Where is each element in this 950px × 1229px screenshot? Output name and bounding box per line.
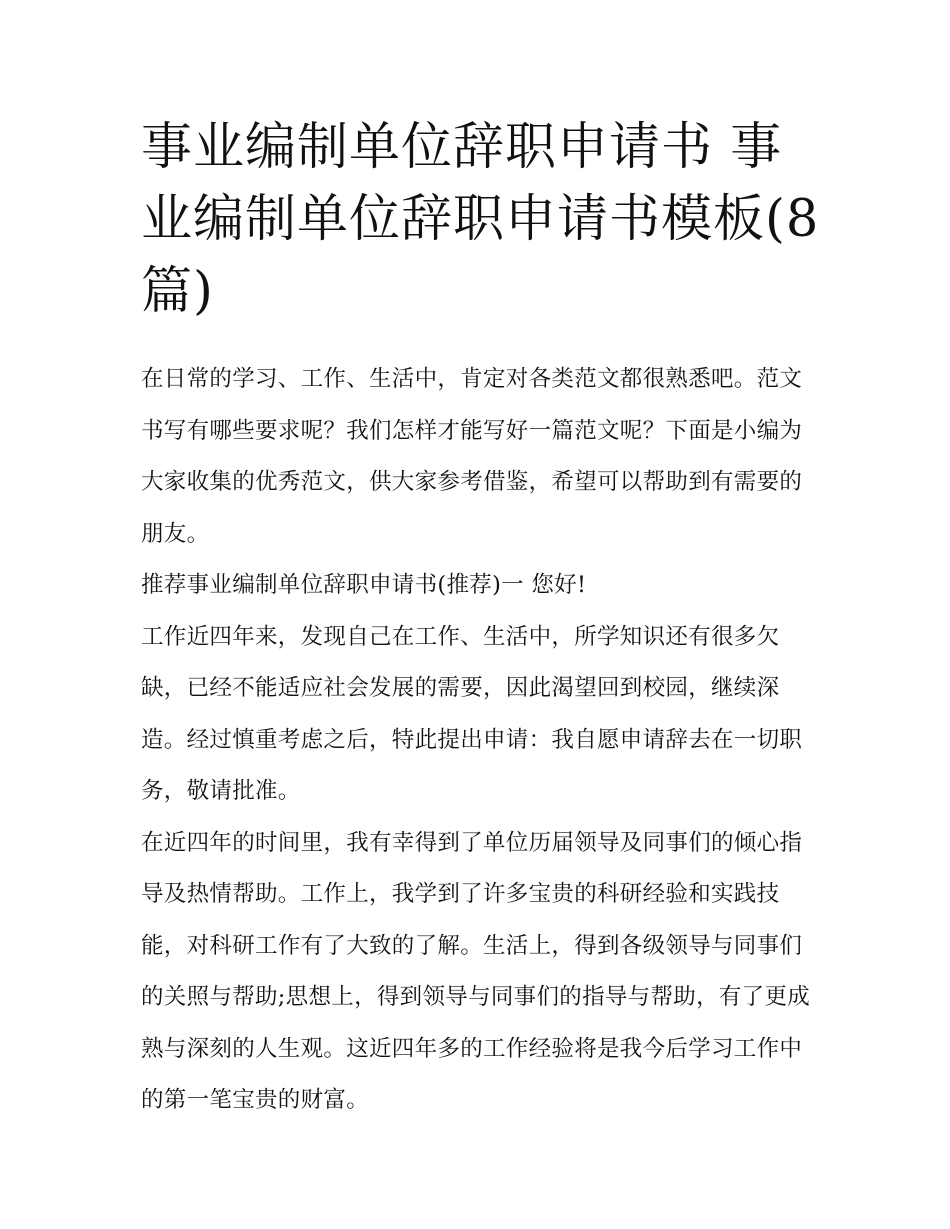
- section-heading-paragraph: 推荐事业编制单位辞职申请书(推荐)一 您好!: [141, 572, 587, 598]
- document-body: [141, 354, 813, 1127]
- gratitude-paragraph: 在近四年的时间里，我有幸得到了单位历届领导及同事们的倾心指导及热情帮助。工作上，我学到了许多宝贵的科研经验和实践技能，对科研工作有了大致的了解。生活上，得到各级领导与同事们的关照与帮助;思想上，得到领导与同事们的指导与帮助，有了更成熟与深刻的人生观。这近四年多的工作经验将是我今后学习工作中的第一笔宝贵的财富。: [141, 829, 811, 1113]
- document-title: 事业编制单位辞职申请书 事业编制单位辞职申请书模板(8篇): [141, 118, 820, 321]
- intro-paragraph: 在日常的学习、工作、生活中，肯定对各类范文都很熟悉吧。范文书写有哪些要求呢？我们怎样才能写好一篇范文呢？下面是小编为大家收集的优秀范文，供大家参考借鉴，希望可以帮助到有需要的朋友。: [141, 366, 803, 547]
- resignation-reason-paragraph: 工作近四年来，发现自己在工作、生活中，所学知识还有很多欠缺，已经不能适应社会发展的需要，因此渴望回到校园，继续深造。经过慎重考虑之后，特此提出申请：我自愿申请辞去在一切职务，敬请批准。: [141, 623, 803, 804]
